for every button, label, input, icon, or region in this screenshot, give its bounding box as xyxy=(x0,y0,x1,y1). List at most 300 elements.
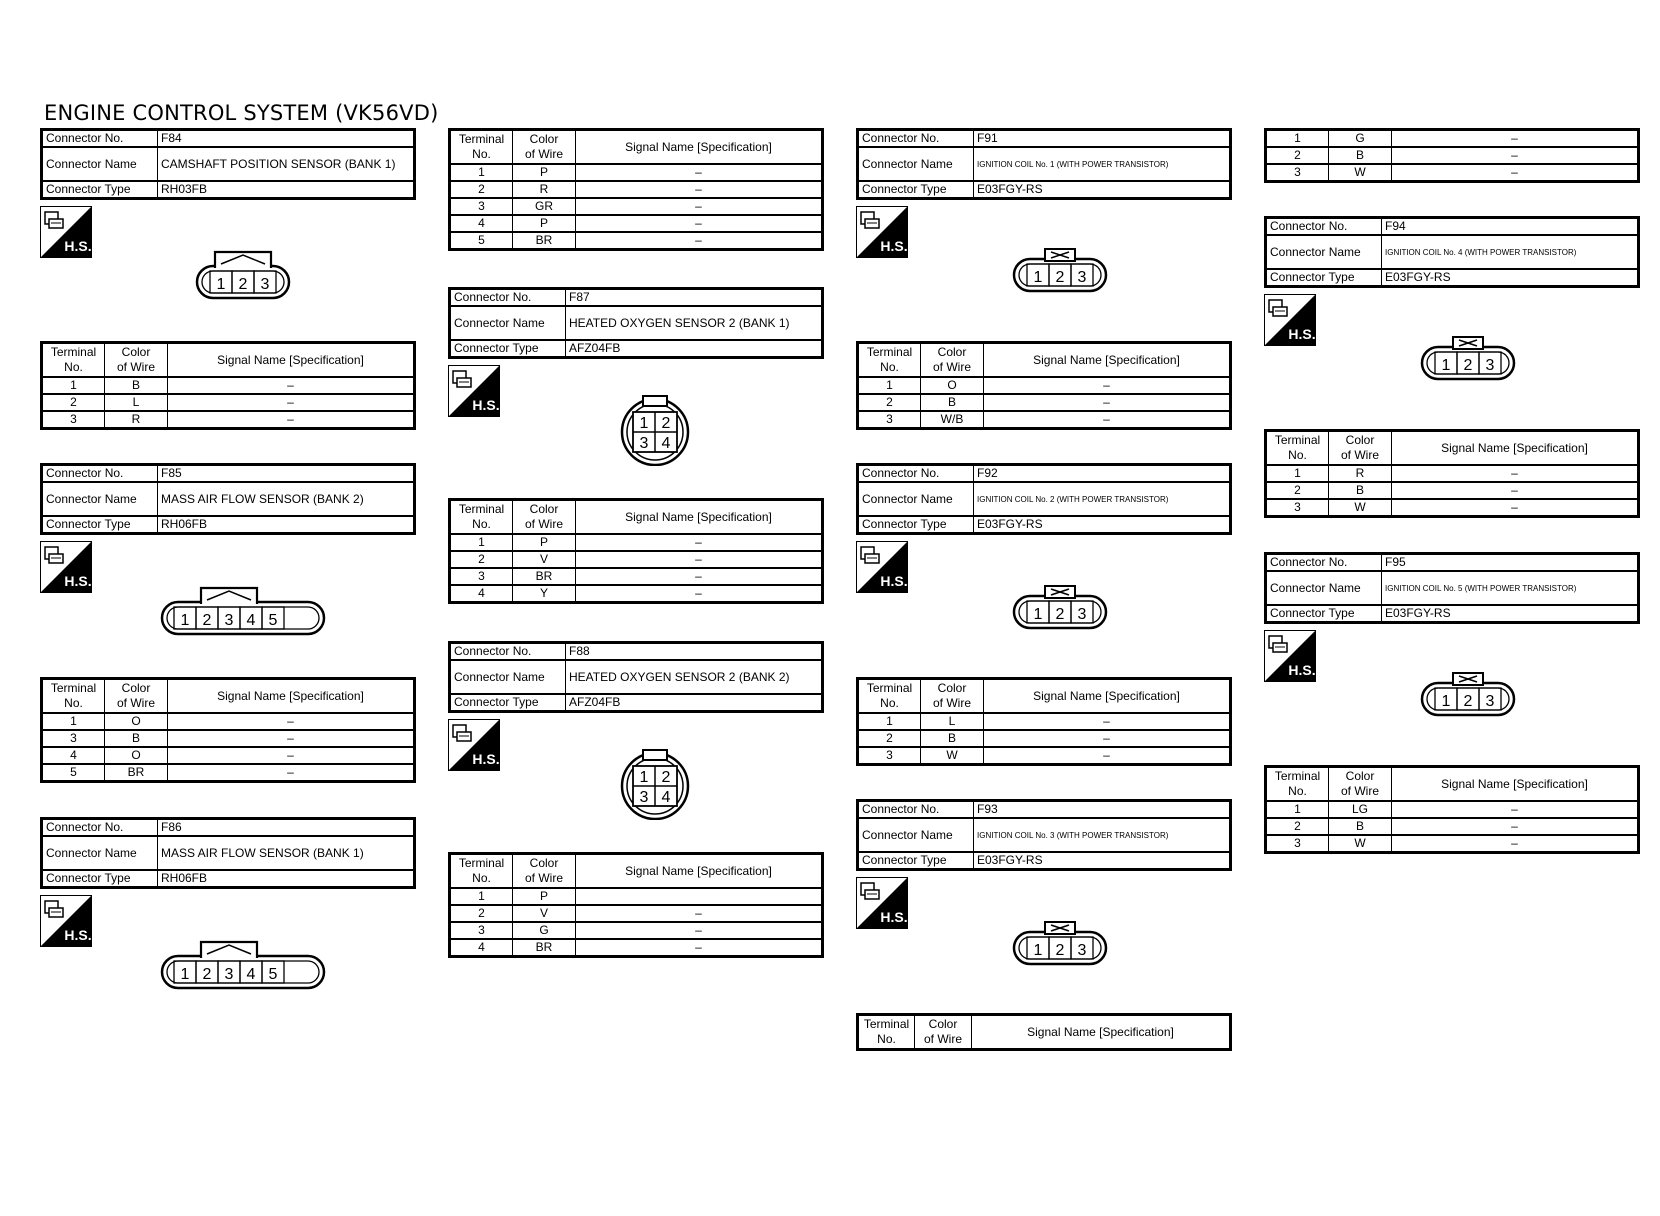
signal-name-header: Signal Name [Specification] xyxy=(972,1015,1231,1050)
pin-number: 3 xyxy=(260,276,270,293)
terminal-no: 1 xyxy=(42,713,105,730)
wire-color: BR xyxy=(513,568,576,585)
table-row xyxy=(450,922,823,939)
terminal-no: 3 xyxy=(450,568,513,585)
connector-type-label: Connector Type xyxy=(858,181,974,199)
pin-number: 3 xyxy=(1485,357,1495,374)
connector-info xyxy=(40,817,416,889)
connector-info xyxy=(1264,552,1640,624)
signal-name: – xyxy=(1392,130,1639,148)
pin-number: 1 xyxy=(180,612,190,629)
hs-label: H.S. xyxy=(880,573,908,589)
connector-face-diagram xyxy=(1012,576,1108,637)
connector-type-value: AFZ04FB xyxy=(566,340,823,358)
terminal-no: 2 xyxy=(858,730,921,747)
terminal-no: 1 xyxy=(450,534,513,551)
table-row xyxy=(1266,499,1639,517)
connector-no-value: F87 xyxy=(566,289,823,307)
table-row xyxy=(1266,130,1639,148)
pin-number: 3 xyxy=(1077,942,1087,959)
pin-number: 2 xyxy=(661,415,671,432)
signal-name: – xyxy=(168,747,415,764)
terminal-no-header: Terminal No. xyxy=(1266,431,1329,466)
terminal-no: 5 xyxy=(450,232,513,250)
connector-type-label: Connector Type xyxy=(42,870,158,888)
connector-name-label: Connector Name xyxy=(450,306,566,340)
terminal-table xyxy=(1264,429,1640,518)
table-row xyxy=(450,568,823,585)
signal-name-header: Signal Name [Specification] xyxy=(168,679,415,714)
wire-color: B xyxy=(1329,147,1392,164)
harness-side-badge xyxy=(40,895,92,947)
table-row xyxy=(42,764,415,782)
terminal-no: 1 xyxy=(1266,465,1329,482)
wire-color: R xyxy=(105,411,168,429)
connector-no-value: F88 xyxy=(566,643,823,661)
signal-name: – xyxy=(1392,801,1639,818)
table-row xyxy=(450,181,823,198)
connector-type-value: E03FGY-RS xyxy=(1382,269,1639,287)
wire-color: W xyxy=(1329,835,1392,853)
terminal-no: 3 xyxy=(1266,164,1329,182)
page-title: ENGINE CONTROL SYSTEM (VK56VD) xyxy=(44,101,439,125)
signal-name: – xyxy=(168,764,415,782)
hs-label: H.S. xyxy=(880,909,908,925)
pin-number: 2 xyxy=(1055,942,1065,959)
signal-name: – xyxy=(1392,465,1639,482)
signal-name: – xyxy=(984,730,1231,747)
pin-number: 2 xyxy=(1463,693,1473,710)
connector-name-label: Connector Name xyxy=(42,147,158,181)
terminal-no: 2 xyxy=(1266,482,1329,499)
terminal-no: 2 xyxy=(42,394,105,411)
pin-number: 5 xyxy=(268,612,278,629)
pin-number: 1 xyxy=(639,769,649,786)
connector-name-value: MASS AIR FLOW SENSOR (BANK 1) xyxy=(158,836,415,870)
terminal-no: 3 xyxy=(1266,499,1329,517)
terminal-no: 1 xyxy=(1266,130,1329,148)
pin-number: 3 xyxy=(639,789,649,806)
wire-color: B xyxy=(105,730,168,747)
terminal-no: 3 xyxy=(1266,835,1329,853)
connector-info xyxy=(856,128,1232,200)
harness-side-badge xyxy=(448,365,500,417)
terminal-no: 5 xyxy=(42,764,105,782)
pin-number: 4 xyxy=(246,612,256,629)
wire-color: R xyxy=(1329,465,1392,482)
signal-name: – xyxy=(576,181,823,198)
pin-number: 4 xyxy=(661,435,671,452)
signal-name: – xyxy=(984,713,1231,730)
table-row xyxy=(1266,835,1639,853)
connector-name-value: IGNITION COIL No. 4 (WITH POWER TRANSISTOR) xyxy=(1382,235,1639,269)
terminal-no: 2 xyxy=(1266,147,1329,164)
wire-color: O xyxy=(105,747,168,764)
connector-face-diagram xyxy=(160,936,326,997)
signal-name: – xyxy=(1392,147,1639,164)
wire-color: O xyxy=(921,377,984,394)
harness-side-badge xyxy=(40,541,92,593)
terminal-no-header: Terminal No. xyxy=(450,500,513,535)
table-row xyxy=(1266,164,1639,182)
connector-face-diagram xyxy=(617,748,693,825)
pin-number: 1 xyxy=(216,276,226,293)
signal-name: – xyxy=(1392,482,1639,499)
signal-name: – xyxy=(576,905,823,922)
table-row xyxy=(450,198,823,215)
connector-info xyxy=(856,463,1232,535)
terminal-table xyxy=(856,677,1232,766)
harness-side-badge xyxy=(856,877,908,929)
terminal-no-header: Terminal No. xyxy=(1266,767,1329,802)
wire-color: O xyxy=(105,713,168,730)
pin-number: 1 xyxy=(1033,269,1043,286)
harness-side-badge xyxy=(1264,630,1316,682)
wire-color: B xyxy=(105,377,168,394)
signal-name: – xyxy=(1392,835,1639,853)
table-row xyxy=(42,377,415,394)
table-row xyxy=(858,730,1231,747)
signal-name xyxy=(576,888,823,905)
connector-type-label: Connector Type xyxy=(1266,269,1382,287)
connector-no-label: Connector No. xyxy=(42,819,158,837)
signal-name: – xyxy=(576,232,823,250)
table-row xyxy=(858,747,1231,765)
connector-face-diagram xyxy=(195,246,291,307)
signal-name: – xyxy=(984,394,1231,411)
hs-label: H.S. xyxy=(64,573,92,589)
connector-name-label: Connector Name xyxy=(1266,235,1382,269)
signal-name: – xyxy=(576,534,823,551)
wire-color: B xyxy=(921,730,984,747)
connector-info xyxy=(448,641,824,713)
terminal-no: 2 xyxy=(1266,818,1329,835)
terminal-no-header: Terminal No. xyxy=(450,130,513,165)
wire-color: L xyxy=(921,713,984,730)
hs-label: H.S. xyxy=(472,751,500,767)
wire-color: P xyxy=(513,534,576,551)
table-row xyxy=(858,394,1231,411)
terminal-no: 1 xyxy=(858,713,921,730)
table-row xyxy=(858,377,1231,394)
color-of-wire-header: Color of Wire xyxy=(921,679,984,714)
hs-label: H.S. xyxy=(880,238,908,254)
signal-name-header: Signal Name [Specification] xyxy=(984,343,1231,378)
color-of-wire-header: Color of Wire xyxy=(513,854,576,889)
color-of-wire-header: Color of Wire xyxy=(921,343,984,378)
terminal-no: 3 xyxy=(42,730,105,747)
signal-name: – xyxy=(168,730,415,747)
connector-type-label: Connector Type xyxy=(42,516,158,534)
connector-info xyxy=(40,463,416,535)
pin-number: 2 xyxy=(1055,606,1065,623)
connector-name-value: CAMSHAFT POSITION SENSOR (BANK 1) xyxy=(158,147,415,181)
terminal-no: 2 xyxy=(858,394,921,411)
connector-no-value: F85 xyxy=(158,465,415,483)
table-row xyxy=(450,585,823,603)
connector-name-value: IGNITION COIL No. 1 (WITH POWER TRANSISTOR) xyxy=(974,147,1231,181)
connector-type-label: Connector Type xyxy=(858,852,974,870)
signal-name: – xyxy=(576,585,823,603)
connector-face-diagram xyxy=(1420,327,1516,388)
terminal-no: 3 xyxy=(450,198,513,215)
signal-name-header: Signal Name [Specification] xyxy=(576,854,823,889)
connector-no-value: F92 xyxy=(974,465,1231,483)
terminal-table xyxy=(1264,765,1640,854)
connector-name-label: Connector Name xyxy=(450,660,566,694)
wire-color: R xyxy=(513,181,576,198)
table-row xyxy=(42,411,415,429)
signal-name: – xyxy=(576,198,823,215)
pin-number: 5 xyxy=(268,966,278,983)
terminal-no: 1 xyxy=(858,377,921,394)
pin-number: 3 xyxy=(1077,269,1087,286)
harness-side-badge xyxy=(856,206,908,258)
connector-info xyxy=(1264,216,1640,288)
pin-number: 2 xyxy=(238,276,248,293)
terminal-no: 4 xyxy=(450,939,513,957)
signal-name-header: Signal Name [Specification] xyxy=(1392,431,1639,466)
pin-number: 1 xyxy=(1441,693,1451,710)
table-row xyxy=(1266,818,1639,835)
signal-name: – xyxy=(168,713,415,730)
connector-face-diagram xyxy=(1012,912,1108,973)
table-row xyxy=(450,232,823,250)
terminal-no: 3 xyxy=(450,922,513,939)
signal-name: – xyxy=(576,215,823,232)
connector-name-value: IGNITION COIL No. 5 (WITH POWER TRANSISTOR) xyxy=(1382,571,1639,605)
wire-color: V xyxy=(513,905,576,922)
connector-type-label: Connector Type xyxy=(450,340,566,358)
connector-type-label: Connector Type xyxy=(450,694,566,712)
terminal-no: 1 xyxy=(1266,801,1329,818)
terminal-table xyxy=(40,677,416,783)
connector-info xyxy=(448,287,824,359)
terminal-no-header: Terminal No. xyxy=(858,679,921,714)
connector-name-value: HEATED OXYGEN SENSOR 2 (BANK 2) xyxy=(566,660,823,694)
connector-no-label: Connector No. xyxy=(42,130,158,148)
connector-no-label: Connector No. xyxy=(858,130,974,148)
table-row xyxy=(1266,465,1639,482)
connector-name-value: HEATED OXYGEN SENSOR 2 (BANK 1) xyxy=(566,306,823,340)
table-row xyxy=(42,713,415,730)
table-row xyxy=(450,939,823,957)
harness-side-badge xyxy=(856,541,908,593)
connector-name-label: Connector Name xyxy=(858,482,974,516)
harness-side-badge xyxy=(40,206,92,258)
terminal-no: 3 xyxy=(858,411,921,429)
pin-number: 1 xyxy=(1033,606,1043,623)
connector-face-diagram xyxy=(1420,663,1516,724)
connector-no-value: F95 xyxy=(1382,554,1639,572)
terminal-no: 1 xyxy=(450,164,513,181)
connector-name-label: Connector Name xyxy=(858,818,974,852)
wire-color: V xyxy=(513,551,576,568)
color-of-wire-header: Color of Wire xyxy=(513,500,576,535)
connector-no-label: Connector No. xyxy=(450,643,566,661)
connector-no-label: Connector No. xyxy=(858,801,974,819)
connector-info xyxy=(856,799,1232,871)
hs-label: H.S. xyxy=(64,927,92,943)
wire-color: L xyxy=(105,394,168,411)
terminal-table xyxy=(856,341,1232,430)
wire-color: B xyxy=(921,394,984,411)
table-row xyxy=(1266,801,1639,818)
terminal-table xyxy=(856,1013,1232,1051)
wire-color: GR xyxy=(513,198,576,215)
connector-type-value: RH06FB xyxy=(158,870,415,888)
connector-name-label: Connector Name xyxy=(42,836,158,870)
pin-number: 2 xyxy=(202,612,212,629)
pin-number: 3 xyxy=(639,435,649,452)
signal-name: – xyxy=(1392,499,1639,517)
pin-number: 3 xyxy=(1077,606,1087,623)
hs-label: H.S. xyxy=(1288,662,1316,678)
connector-type-value: E03FGY-RS xyxy=(974,516,1231,534)
signal-name-header: Signal Name [Specification] xyxy=(576,500,823,535)
signal-name: – xyxy=(576,568,823,585)
harness-side-badge xyxy=(448,719,500,771)
pin-number: 4 xyxy=(246,966,256,983)
connector-type-label: Connector Type xyxy=(42,181,158,199)
connector-no-value: F93 xyxy=(974,801,1231,819)
hs-label: H.S. xyxy=(64,238,92,254)
wire-color: BR xyxy=(105,764,168,782)
wire-color: Y xyxy=(513,585,576,603)
signal-name: – xyxy=(168,394,415,411)
signal-name: – xyxy=(576,164,823,181)
terminal-no-header: Terminal No. xyxy=(450,854,513,889)
terminal-no-header: Terminal No. xyxy=(858,1015,915,1050)
pin-number: 2 xyxy=(1055,269,1065,286)
wire-color: P xyxy=(513,164,576,181)
terminal-no: 4 xyxy=(450,585,513,603)
connector-name-value: MASS AIR FLOW SENSOR (BANK 2) xyxy=(158,482,415,516)
terminal-table xyxy=(40,341,416,430)
table-row xyxy=(858,713,1231,730)
pin-number: 3 xyxy=(1485,693,1495,710)
wire-color: B xyxy=(1329,818,1392,835)
connector-name-value: IGNITION COIL No. 2 (WITH POWER TRANSISTOR) xyxy=(974,482,1231,516)
connector-type-value: RH06FB xyxy=(158,516,415,534)
terminal-no-header: Terminal No. xyxy=(42,679,105,714)
wire-color: W xyxy=(921,747,984,765)
connector-no-label: Connector No. xyxy=(450,289,566,307)
terminal-table xyxy=(1264,128,1640,183)
wire-color: BR xyxy=(513,232,576,250)
connector-name-label: Connector Name xyxy=(1266,571,1382,605)
wire-color: P xyxy=(513,888,576,905)
signal-name: – xyxy=(984,377,1231,394)
wire-color: B xyxy=(1329,482,1392,499)
connector-no-label: Connector No. xyxy=(1266,218,1382,236)
terminal-no: 3 xyxy=(42,411,105,429)
color-of-wire-header: Color of Wire xyxy=(513,130,576,165)
connector-name-label: Connector Name xyxy=(858,147,974,181)
pin-number: 1 xyxy=(1441,357,1451,374)
terminal-no: 3 xyxy=(858,747,921,765)
terminal-no-header: Terminal No. xyxy=(42,343,105,378)
terminal-table xyxy=(448,852,824,958)
terminal-no-header: Terminal No. xyxy=(858,343,921,378)
signal-name-header: Signal Name [Specification] xyxy=(1392,767,1639,802)
connector-info xyxy=(40,128,416,200)
wire-color: G xyxy=(513,922,576,939)
connector-type-value: E03FGY-RS xyxy=(974,181,1231,199)
terminal-no: 2 xyxy=(450,551,513,568)
wire-color: BR xyxy=(513,939,576,957)
signal-name-header: Signal Name [Specification] xyxy=(168,343,415,378)
terminal-no: 4 xyxy=(450,215,513,232)
connector-name-label: Connector Name xyxy=(42,482,158,516)
pin-number: 3 xyxy=(224,612,234,629)
color-of-wire-header: Color of Wire xyxy=(1329,767,1392,802)
connector-type-value: AFZ04FB xyxy=(566,694,823,712)
connector-no-label: Connector No. xyxy=(858,465,974,483)
connector-no-label: Connector No. xyxy=(42,465,158,483)
table-row xyxy=(450,215,823,232)
terminal-no: 2 xyxy=(450,905,513,922)
pin-number: 2 xyxy=(1463,357,1473,374)
signal-name: – xyxy=(984,411,1231,429)
table-row xyxy=(1266,147,1639,164)
pin-number: 1 xyxy=(1033,942,1043,959)
table-row xyxy=(450,905,823,922)
connector-type-label: Connector Type xyxy=(858,516,974,534)
connector-type-label: Connector Type xyxy=(1266,605,1382,623)
pin-number: 2 xyxy=(661,769,671,786)
color-of-wire-header: Color of Wire xyxy=(105,343,168,378)
hs-label: H.S. xyxy=(472,397,500,413)
wire-color: W/B xyxy=(921,411,984,429)
signal-name: – xyxy=(576,551,823,568)
table-row xyxy=(450,888,823,905)
terminal-table xyxy=(448,498,824,604)
connector-type-value: RH03FB xyxy=(158,181,415,199)
table-row xyxy=(450,164,823,181)
color-of-wire-header: Color of Wire xyxy=(915,1015,972,1050)
signal-name: – xyxy=(168,377,415,394)
table-row xyxy=(42,730,415,747)
wire-color: LG xyxy=(1329,801,1392,818)
terminal-no: 4 xyxy=(42,747,105,764)
color-of-wire-header: Color of Wire xyxy=(1329,431,1392,466)
signal-name: – xyxy=(576,939,823,957)
terminal-no: 2 xyxy=(450,181,513,198)
signal-name: – xyxy=(1392,818,1639,835)
terminal-no: 1 xyxy=(42,377,105,394)
connector-no-value: F91 xyxy=(974,130,1231,148)
connector-face-diagram xyxy=(617,394,693,471)
connector-face-diagram xyxy=(1012,239,1108,300)
connector-type-value: E03FGY-RS xyxy=(1382,605,1639,623)
connector-name-value: IGNITION COIL No. 3 (WITH POWER TRANSISTOR) xyxy=(974,818,1231,852)
signal-name: – xyxy=(168,411,415,429)
pin-number: 1 xyxy=(180,966,190,983)
pin-number: 4 xyxy=(661,789,671,806)
pin-number: 2 xyxy=(202,966,212,983)
terminal-no: 1 xyxy=(450,888,513,905)
harness-side-badge xyxy=(1264,294,1316,346)
table-row xyxy=(450,551,823,568)
signal-name-header: Signal Name [Specification] xyxy=(984,679,1231,714)
color-of-wire-header: Color of Wire xyxy=(105,679,168,714)
table-row xyxy=(858,411,1231,429)
table-row xyxy=(42,747,415,764)
pin-number: 3 xyxy=(224,966,234,983)
connector-no-value: F84 xyxy=(158,130,415,148)
signal-name: – xyxy=(984,747,1231,765)
